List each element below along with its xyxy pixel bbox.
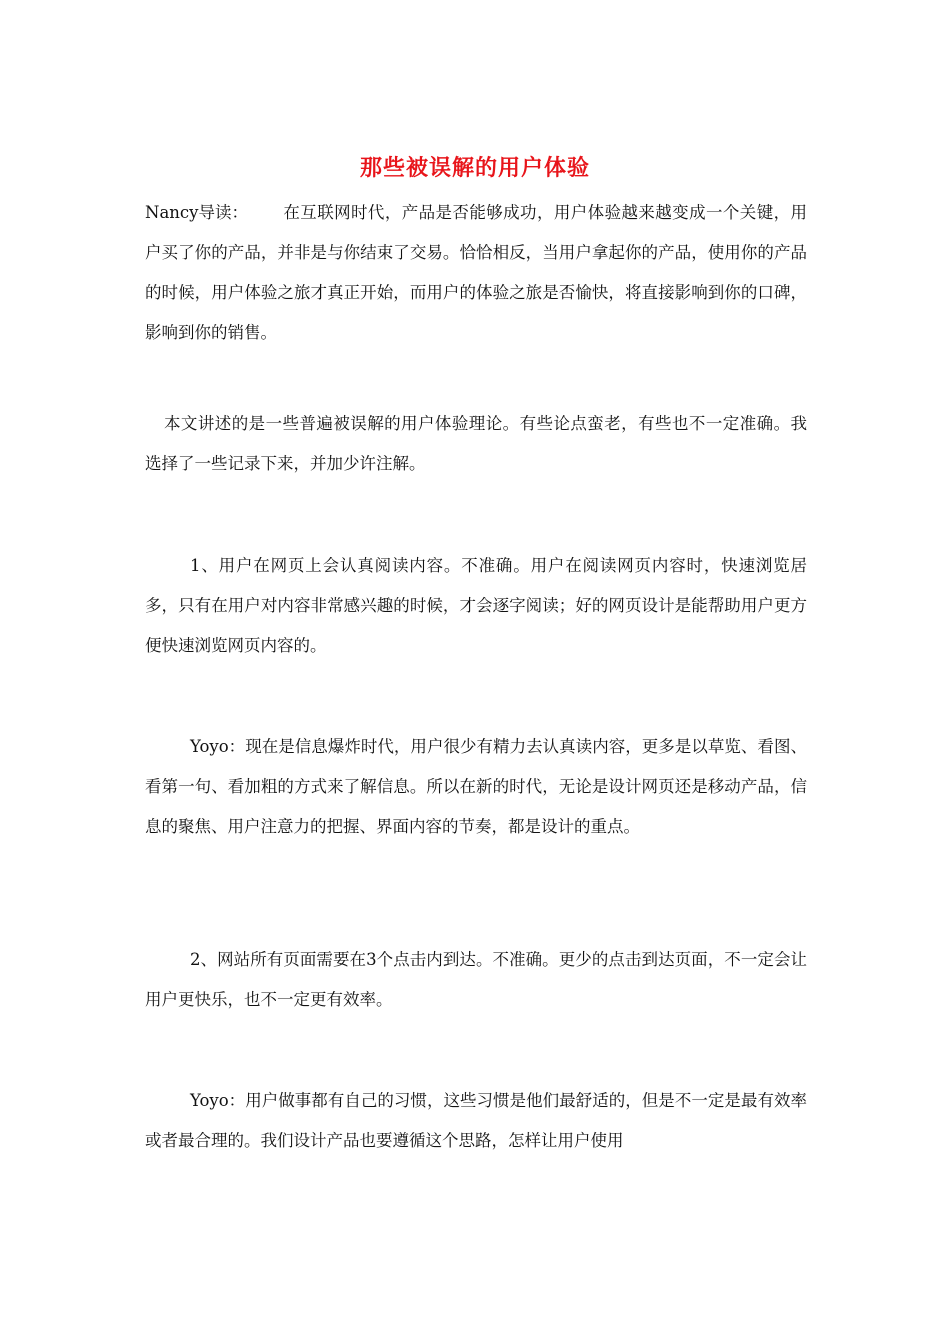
intro-label: Nancy导读：	[145, 203, 248, 222]
body-paragraph: Yoyo：用户做事都有自己的习惯，这些习惯是他们最舒适的，但是不一定是最有效率或者最合理的。我们设计产品也要遵循这个思路，怎样让用户使用	[145, 1091, 807, 1150]
intro-paragraph	[145, 193, 807, 353]
body-paragraph: 本文讲述的是一些普遍被误解的用户体验理论。有些论点蛮老，有些也不一定准确。我选择了一些记录下来，并加少许注解。	[145, 414, 807, 473]
intro-text: 在互联网时代，产品是否能够成功，用户体验越来越变成一个关键，用户买了你的产品，并非是与你结束了交易。恰恰相反，当用户拿起你的产品，使用你的产品的时候，用户体验之旅才真正开始，而用户的体验之旅是否愉快，将直接影响到你的口碑，影响到你的销售。	[145, 203, 807, 342]
body-paragraph: 1、用户在网页上会认真阅读内容。不准确。用户在阅读网页内容时，快速浏览居多，只有在用户对内容非常感兴趣的时候，才会逐字阅读；好的网页设计是能帮助用户更方便快速浏览网页内容的。	[145, 556, 807, 655]
body-paragraph: Yoyo：现在是信息爆炸时代，用户很少有精力去认真读内容，更多是以草览、看图、看第一句、看加粗的方式来了解信息。所以在新的时代，无论是设计网页还是移动产品，信息的聚焦、用户注意力的把握、界面内容的节奏，都是设计的重点。	[145, 737, 807, 836]
document-title: 那些被误解的用户体验	[359, 155, 590, 181]
body-paragraph: 2、网站所有页面需要在3个点击内到达。不准确。更少的点击到达页面，不一定会让用户更快乐，也不一定更有效率。	[145, 950, 807, 1009]
